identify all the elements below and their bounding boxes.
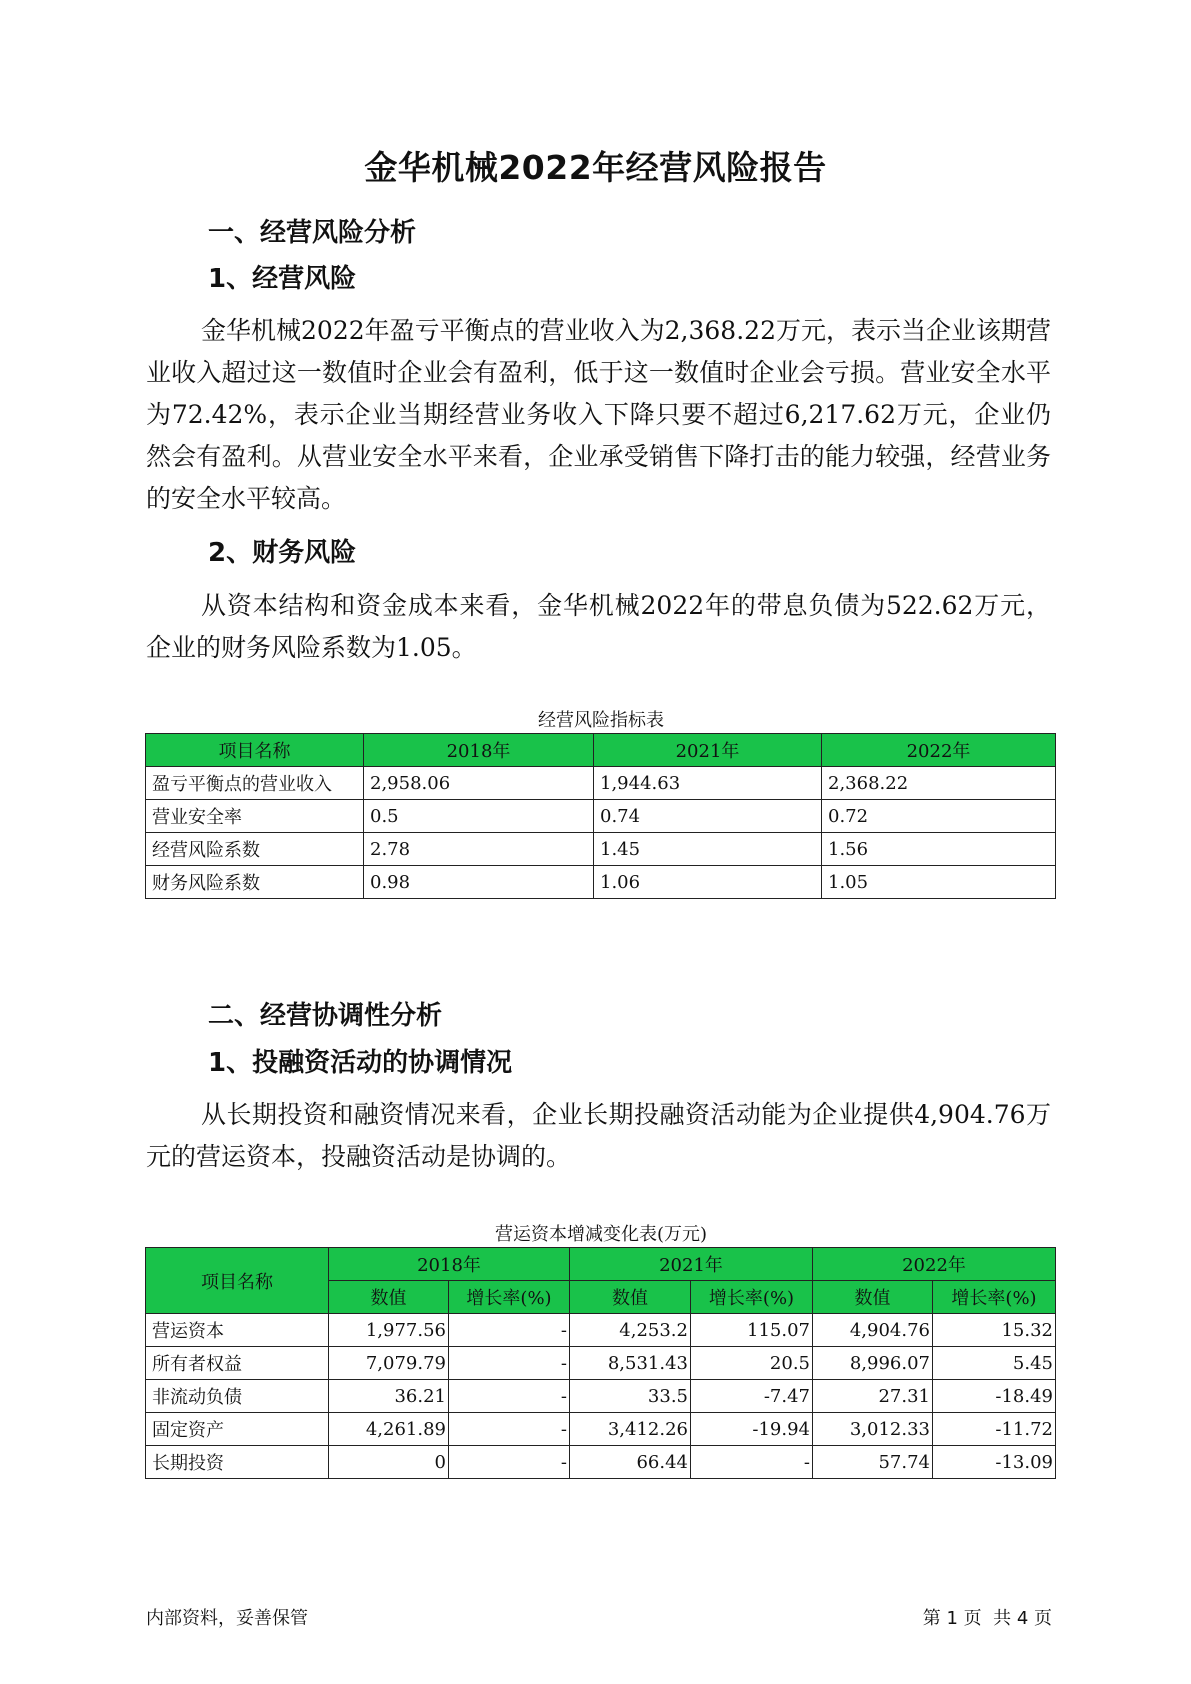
cell-value: 1.05	[822, 866, 1056, 899]
cell-value: 66.44	[570, 1446, 691, 1479]
subheader-growth-rate: 增长率(%)	[691, 1281, 813, 1314]
cell-value: 8,996.07	[813, 1347, 933, 1380]
table-row	[146, 1347, 1056, 1380]
cell-value: 0	[329, 1446, 449, 1479]
document-title: 金华机械2022年经营风险报告	[364, 148, 827, 187]
footer-page-number: 第 1 页 共 4 页	[922, 1608, 1052, 1629]
table-row	[146, 1380, 1056, 1413]
table-row	[146, 1413, 1056, 1446]
subsection-heading-investment-financing: 1、投融资活动的协调情况	[208, 1048, 513, 1078]
paragraph-financial-risk: 从资本结构和资金成本来看，金华机械2022年的带息负债为522.62万元，企业的财务风险系数为1.05。	[146, 591, 1051, 662]
cell-value: 0.74	[594, 800, 822, 833]
working-capital-table	[145, 1247, 1056, 1479]
header-year-2022: 2022年	[822, 734, 1056, 767]
subheader-growth-rate: 增长率(%)	[933, 1281, 1056, 1314]
table-caption-working-capital: 营运资本增减变化表(万元)	[494, 1224, 708, 1245]
cell-growth: -18.49	[933, 1380, 1056, 1413]
cell-growth: -	[449, 1413, 570, 1446]
section-heading-risk-analysis: 一、经营风险分析	[208, 218, 417, 248]
table-row	[146, 833, 1056, 866]
cell-value: 1.06	[594, 866, 822, 899]
cell-value: 8,531.43	[570, 1347, 691, 1380]
paragraph-investment-financing: 从长期投资和融资情况来看，企业长期投融资活动能为企业提供4,904.76万元的营运资本，投融资活动是协调的。	[146, 1100, 1051, 1171]
cell-growth: -	[691, 1446, 813, 1479]
table-row	[146, 866, 1056, 899]
subheader-value: 数值	[329, 1281, 449, 1314]
table-row	[146, 800, 1056, 833]
subheader-growth-rate: 增长率(%)	[449, 1281, 570, 1314]
cell-growth: 15.32	[933, 1314, 1056, 1347]
cell-value: 4,253.2	[570, 1314, 691, 1347]
cell-growth: 20.5	[691, 1347, 813, 1380]
cell-value: 1.56	[822, 833, 1056, 866]
cell-growth: -19.94	[691, 1413, 813, 1446]
cell-value: 4,904.76	[813, 1314, 933, 1347]
table-header-row	[146, 734, 1056, 767]
cell-value: 3,412.26	[570, 1413, 691, 1446]
subheader-value: 数值	[570, 1281, 691, 1314]
row-label: 非流动负债	[146, 1380, 329, 1413]
cell-value: 2,958.06	[364, 767, 594, 800]
footer-confidential-note: 内部资料，妥善保管	[146, 1608, 308, 1629]
cell-value: 2.78	[364, 833, 594, 866]
cell-growth: -	[449, 1347, 570, 1380]
cell-value: 1,977.56	[329, 1314, 449, 1347]
cell-value: 4,261.89	[329, 1413, 449, 1446]
row-label: 长期投资	[146, 1446, 329, 1479]
header-year-2018: 2018年	[364, 734, 594, 767]
cell-value: 3,012.33	[813, 1413, 933, 1446]
row-label: 固定资产	[146, 1413, 329, 1446]
table-header-row	[146, 1248, 1056, 1281]
header-year-2018: 2018年	[329, 1248, 570, 1281]
row-label: 营运资本	[146, 1314, 329, 1347]
header-year-2021: 2021年	[570, 1248, 813, 1281]
row-label: 所有者权益	[146, 1347, 329, 1380]
cell-value: 36.21	[329, 1380, 449, 1413]
row-label: 营业安全率	[146, 800, 364, 833]
row-label: 盈亏平衡点的营业收入	[146, 767, 364, 800]
subsection-heading-financial-risk: 2、财务风险	[208, 538, 357, 568]
cell-growth: -7.47	[691, 1380, 813, 1413]
cell-growth: -11.72	[933, 1413, 1056, 1446]
header-year-2021: 2021年	[594, 734, 822, 767]
cell-value: 0.98	[364, 866, 594, 899]
paragraph-operating-risk: 金华机械2022年盈亏平衡点的营业收入为2,368.22万元，表示当企业该期营业收入超过这一数值时企业会有盈利，低于这一数值时企业会亏损。营业安全水平为72.42%，表示企业当期经营业务收入下降只要不超过6,217.62万元，企业仍然会有盈利。从营业安全水平来看，企业承受销售下降打击的能力较强，经营业务的安全水平较高。	[146, 316, 1051, 513]
cell-value: 1.45	[594, 833, 822, 866]
row-label: 经营风险系数	[146, 833, 364, 866]
header-year-2022: 2022年	[813, 1248, 1056, 1281]
header-item-name: 项目名称	[146, 1248, 329, 1314]
cell-value: 57.74	[813, 1446, 933, 1479]
risk-indicator-table	[145, 733, 1056, 899]
cell-value: 2,368.22	[822, 767, 1056, 800]
subsection-heading-operating-risk: 1、经营风险	[208, 264, 357, 294]
subheader-value: 数值	[813, 1281, 933, 1314]
cell-value: 0.5	[364, 800, 594, 833]
table-row	[146, 767, 1056, 800]
cell-growth: -	[449, 1314, 570, 1347]
row-label: 财务风险系数	[146, 866, 364, 899]
cell-value: 0.72	[822, 800, 1056, 833]
cell-value: 7,079.79	[329, 1347, 449, 1380]
cell-growth: -	[449, 1380, 570, 1413]
table-caption-risk-indicators: 经营风险指标表	[538, 710, 664, 731]
cell-growth: -	[449, 1446, 570, 1479]
cell-value: 1,944.63	[594, 767, 822, 800]
cell-value: 27.31	[813, 1380, 933, 1413]
section-heading-coordination-analysis: 二、经营协调性分析	[208, 1001, 443, 1031]
header-item-name: 项目名称	[146, 734, 364, 767]
cell-growth: 115.07	[691, 1314, 813, 1347]
table-row	[146, 1446, 1056, 1479]
cell-growth: 5.45	[933, 1347, 1056, 1380]
cell-growth: -13.09	[933, 1446, 1056, 1479]
cell-value: 33.5	[570, 1380, 691, 1413]
table-row	[146, 1314, 1056, 1347]
